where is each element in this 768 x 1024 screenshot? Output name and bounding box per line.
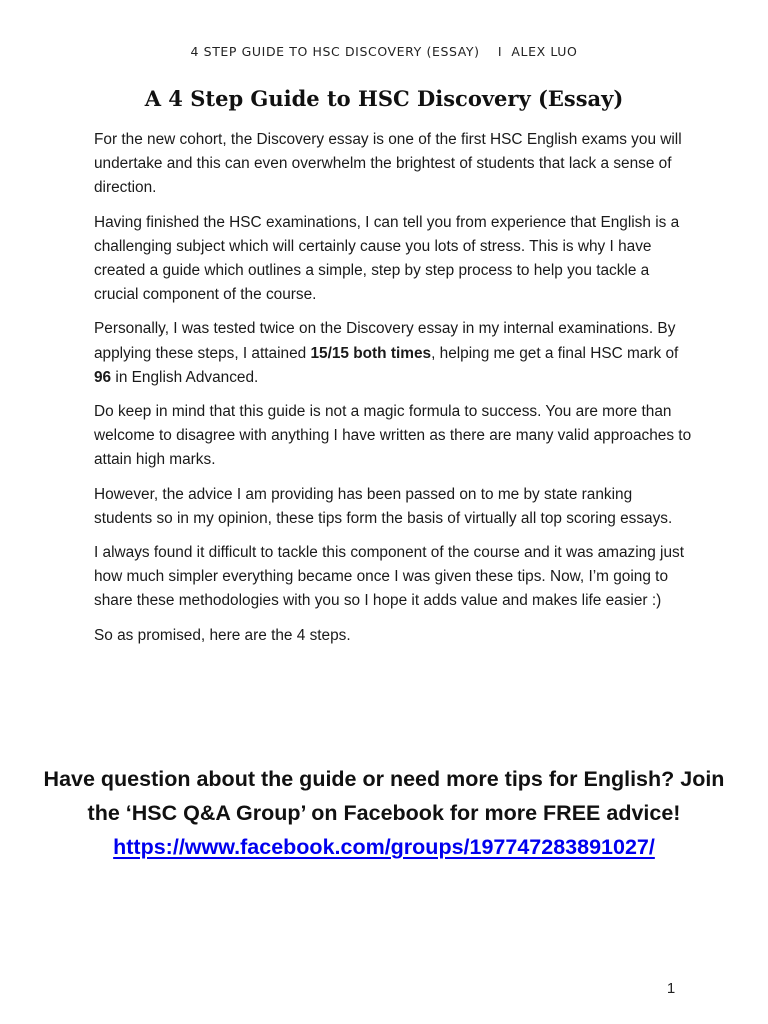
facebook-group-link[interactable]: https://www.facebook.com/groups/197747283891027/ <box>113 835 655 859</box>
call-to-action <box>40 762 728 864</box>
paragraph-steps-intro: So as promised, here are the 4 steps. <box>94 626 351 644</box>
cta-text: Have question about the guide or need more tips for English? Join the ‘HSC Q&A Group’ on Facebook for more FREE advice! <box>43 767 725 825</box>
results-text-2: , helping me get a final HSC mark of <box>431 344 679 362</box>
document-body <box>94 128 694 658</box>
results-text-1: Personally, I was tested twice on the Discovery essay in my internal examinations. By applying these steps, I attained <box>94 320 676 362</box>
running-header-text: 4 STEP GUIDE TO HSC DISCOVERY (ESSAY) I ALEX LUO <box>190 44 578 59</box>
results-mark-bold: 96 <box>94 368 112 386</box>
document-title: A 4 Step Guide to HSC Discovery (Essay) <box>144 86 624 111</box>
page-number: 1 <box>666 980 676 997</box>
paragraph-experience: Having finished the HSC examinations, I can tell you from experience that English is a challenging subject which will certainly cause you lots of stress. This is why I have created a guide which outlines a simple, step by step process to help you tackle a crucial component of the course. <box>94 213 680 304</box>
paragraph-methodology: I always found it difficult to tackle this component of the course and it was amazing just how much simpler everything became once I was given these tips. Now, I’m going to share these methodologies with you so I hope it adds value and makes life easier :) <box>94 544 684 610</box>
paragraph-advice-source: However, the advice I am providing has been passed on to me by state ranking students so in my opinion, these tips form the basis of virtually all top scoring essays. <box>94 485 673 527</box>
paragraph-results <box>94 317 694 390</box>
results-score-bold: 15/15 both times <box>310 344 432 362</box>
running-header <box>0 44 768 59</box>
paragraph-disclaimer: Do keep in mind that this guide is not a magic formula to success. You are more than welcome to disagree with anything I have written as there are many valid approaches to attain high marks. <box>94 403 692 469</box>
results-text-3: in English Advanced. <box>111 368 259 386</box>
paragraph-intro: For the new cohort, the Discovery essay is one of the first HSC English exams you will undertake and this can even overwhelm the brightest of students that lack a sense of direction. <box>94 131 682 197</box>
